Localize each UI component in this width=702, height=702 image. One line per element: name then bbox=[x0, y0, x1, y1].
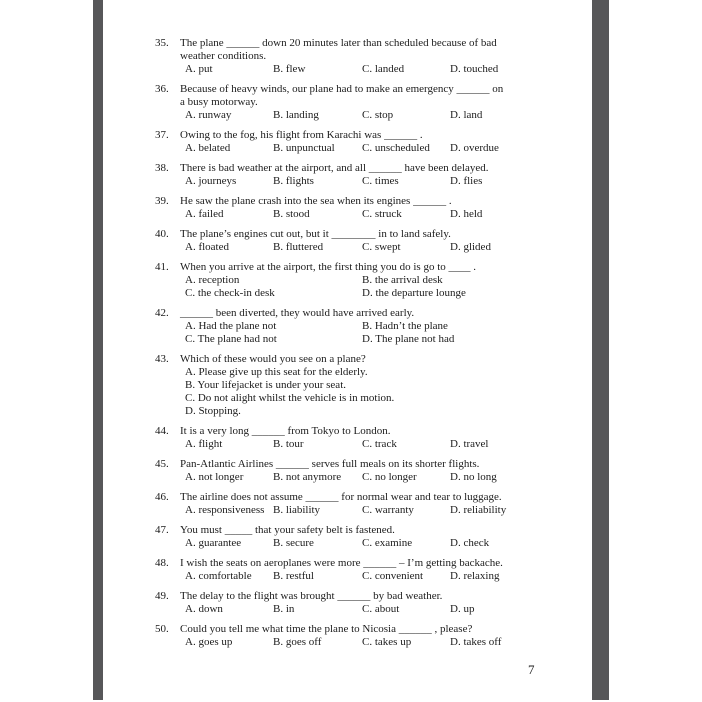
option: B. restful bbox=[273, 570, 314, 582]
option: B. fluttered bbox=[273, 241, 324, 253]
option: C. swept bbox=[362, 241, 401, 253]
options-row bbox=[180, 175, 565, 188]
question-number: 37. bbox=[155, 129, 169, 141]
option: C. track bbox=[362, 438, 397, 450]
question-text: There is bad weather at the airport, and all ______ have been delayed. bbox=[180, 162, 489, 174]
question-body bbox=[180, 623, 565, 649]
option: B. Hadn’t the plane bbox=[362, 320, 448, 332]
question-text: I wish the seats on aeroplanes were more ______ – I’m getting backache. bbox=[180, 557, 503, 569]
question-item bbox=[155, 228, 565, 254]
options-row bbox=[180, 109, 565, 122]
option: C. The plane had not bbox=[185, 333, 277, 345]
question-text: You must _____ that your safety belt is fastened. bbox=[180, 524, 395, 536]
question-number: 43. bbox=[155, 353, 169, 365]
option: B. stood bbox=[273, 208, 310, 220]
option: D. The plane not had bbox=[362, 333, 455, 345]
question-body bbox=[180, 458, 565, 484]
options-row bbox=[180, 274, 565, 300]
question-item bbox=[155, 129, 565, 155]
option: A. runway bbox=[185, 109, 232, 121]
option: D. touched bbox=[450, 63, 499, 75]
question-text: weather conditions. bbox=[180, 50, 267, 62]
question-text: The plane’s engines cut out, but it ________ in to land safely. bbox=[180, 228, 451, 240]
question-body bbox=[180, 524, 565, 550]
option: C. the check-in desk bbox=[185, 287, 275, 299]
question-text: ______ been diverted, they would have arrived early. bbox=[180, 307, 415, 319]
option: D. held bbox=[450, 208, 483, 220]
option: B. liability bbox=[273, 504, 321, 516]
option: A. Had the plane not bbox=[185, 320, 277, 332]
questions-list bbox=[155, 37, 565, 656]
option: A. guarantee bbox=[185, 537, 242, 549]
option: B. tour bbox=[273, 438, 304, 450]
options-row bbox=[180, 63, 565, 76]
options-row bbox=[180, 366, 565, 418]
option: C. landed bbox=[362, 63, 405, 75]
option: A. comfortable bbox=[185, 570, 252, 582]
question-number: 48. bbox=[155, 557, 169, 569]
question-item bbox=[155, 623, 565, 649]
question-item bbox=[155, 353, 565, 418]
question-item bbox=[155, 557, 565, 583]
option: B. landing bbox=[273, 109, 319, 121]
question-number: 47. bbox=[155, 524, 169, 536]
question-number: 44. bbox=[155, 425, 169, 437]
page-number: 7 bbox=[528, 662, 535, 677]
question-body bbox=[180, 590, 565, 616]
option: C. stop bbox=[362, 109, 394, 121]
option: D. relaxing bbox=[450, 570, 500, 582]
question-body bbox=[180, 425, 565, 451]
option: D. flies bbox=[450, 175, 483, 187]
question-text: Could you tell me what time the plane to Nicosia ______ , please? bbox=[180, 623, 473, 635]
option: C. convenient bbox=[362, 570, 424, 582]
question-body bbox=[180, 307, 565, 346]
option: A. failed bbox=[185, 208, 224, 220]
question-body bbox=[180, 261, 565, 300]
question-text: The plane ______ down 20 minutes later than scheduled because of bad bbox=[180, 37, 497, 49]
question-number: 38. bbox=[155, 162, 169, 174]
option: C. unscheduled bbox=[362, 142, 430, 154]
options-row bbox=[180, 504, 565, 517]
question-text: Pan-Atlantic Airlines ______ serves full meals on its shorter flights. bbox=[180, 458, 480, 470]
option: A. Please give up this seat for the elderly. bbox=[185, 366, 368, 378]
option: D. reliability bbox=[450, 504, 507, 516]
question-body bbox=[180, 162, 565, 188]
scan-edge-right bbox=[592, 0, 609, 700]
option: C. warranty bbox=[362, 504, 414, 516]
question-number: 46. bbox=[155, 491, 169, 503]
question-item bbox=[155, 37, 565, 76]
question-body bbox=[180, 491, 565, 517]
question-number: 40. bbox=[155, 228, 169, 240]
question-text: Because of heavy winds, our plane had to make an emergency ______ on bbox=[180, 83, 504, 95]
options-row bbox=[180, 438, 565, 451]
question-item bbox=[155, 261, 565, 300]
option: D. Stopping. bbox=[185, 405, 241, 417]
question-item bbox=[155, 83, 565, 122]
options-row bbox=[180, 142, 565, 155]
options-row bbox=[180, 320, 565, 346]
options-row bbox=[180, 241, 565, 254]
option: A. journeys bbox=[185, 175, 237, 187]
options-row bbox=[180, 208, 565, 221]
option: C. examine bbox=[362, 537, 413, 549]
options-row bbox=[180, 471, 565, 484]
option: B. goes off bbox=[273, 636, 322, 648]
option: C. no longer bbox=[362, 471, 417, 483]
question-text: Which of these would you see on a plane? bbox=[180, 353, 366, 365]
option: A. put bbox=[185, 63, 213, 75]
question-number: 35. bbox=[155, 37, 169, 49]
option: C. times bbox=[362, 175, 399, 187]
question-text: He saw the plane crash into the sea when its engines ______ . bbox=[180, 195, 452, 207]
option: A. flight bbox=[185, 438, 223, 450]
option: D. glided bbox=[450, 241, 491, 253]
question-item bbox=[155, 162, 565, 188]
question-item bbox=[155, 425, 565, 451]
option: B. the arrival desk bbox=[362, 274, 443, 286]
option: C. struck bbox=[362, 208, 402, 220]
question-text: Owing to the fog, his flight from Karachi was ______ . bbox=[180, 129, 423, 141]
option: D. up bbox=[450, 603, 475, 615]
question-item bbox=[155, 524, 565, 550]
option: A. goes up bbox=[185, 636, 233, 648]
question-body bbox=[180, 129, 565, 155]
option: B. flights bbox=[273, 175, 314, 187]
question-text: It is a very long ______ from Tokyo to London. bbox=[180, 425, 391, 437]
option: B. flew bbox=[273, 63, 306, 75]
options-row bbox=[180, 636, 565, 649]
question-item bbox=[155, 491, 565, 517]
option: A. reception bbox=[185, 274, 240, 286]
option: C. takes up bbox=[362, 636, 412, 648]
question-body bbox=[180, 83, 565, 122]
question-item bbox=[155, 195, 565, 221]
option: B. secure bbox=[273, 537, 314, 549]
question-text: When you arrive at the airport, the first thing you do is go to ____ . bbox=[180, 261, 477, 273]
question-item bbox=[155, 458, 565, 484]
question-item bbox=[155, 307, 565, 346]
question-number: 49. bbox=[155, 590, 169, 602]
option: A. not longer bbox=[185, 471, 244, 483]
option: D. the departure lounge bbox=[362, 287, 466, 299]
question-number: 39. bbox=[155, 195, 169, 207]
option: B. Your lifejacket is under your seat. bbox=[185, 379, 346, 391]
option: D. travel bbox=[450, 438, 489, 450]
option: D. takes off bbox=[450, 636, 502, 648]
question-body bbox=[180, 353, 565, 418]
question-text: The delay to the flight was brought ______ by bad weather. bbox=[180, 590, 443, 602]
question-text: a busy motorway. bbox=[180, 96, 258, 108]
option: A. responsiveness bbox=[185, 504, 265, 516]
question-body bbox=[180, 195, 565, 221]
option: D. land bbox=[450, 109, 483, 121]
option: D. no long bbox=[450, 471, 497, 483]
options-row bbox=[180, 570, 565, 583]
option: A. down bbox=[185, 603, 223, 615]
option: A. floated bbox=[185, 241, 229, 253]
options-row bbox=[180, 603, 565, 616]
option: B. unpunctual bbox=[273, 142, 335, 154]
scan-edge-left bbox=[93, 0, 103, 700]
question-number: 42. bbox=[155, 307, 169, 319]
option: D. check bbox=[450, 537, 490, 549]
option: C. about bbox=[362, 603, 400, 615]
question-item bbox=[155, 590, 565, 616]
question-number: 41. bbox=[155, 261, 169, 273]
options-row bbox=[180, 537, 565, 550]
option: A. belated bbox=[185, 142, 231, 154]
option: D. overdue bbox=[450, 142, 499, 154]
question-text: The airline does not assume ______ for normal wear and tear to luggage. bbox=[180, 491, 502, 503]
option: B. not anymore bbox=[273, 471, 342, 483]
question-number: 36. bbox=[155, 83, 169, 95]
option: C. Do not alight whilst the vehicle is in motion. bbox=[185, 392, 395, 404]
question-body bbox=[180, 228, 565, 254]
question-body bbox=[180, 37, 565, 76]
option: B. in bbox=[273, 603, 295, 615]
question-number: 50. bbox=[155, 623, 169, 635]
question-number: 45. bbox=[155, 458, 169, 470]
question-body bbox=[180, 557, 565, 583]
